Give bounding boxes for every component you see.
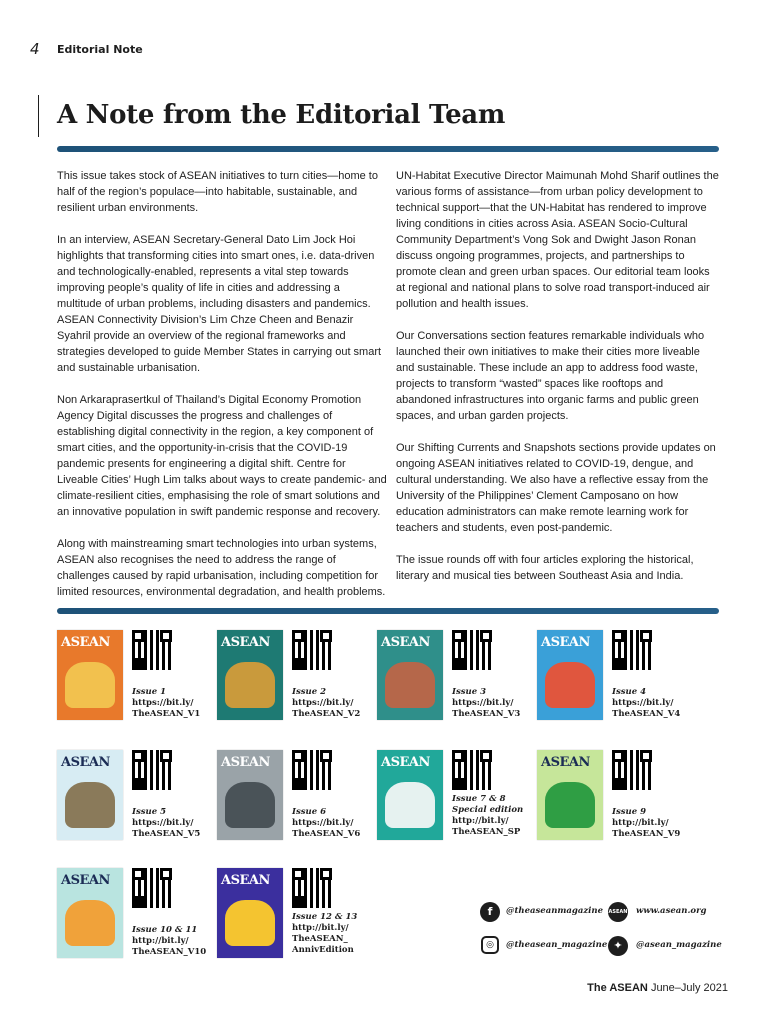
- paragraph: In an interview, ASEAN Secretary-General Dato Lim Jock Hoi highlights that transforming cities into smart ones, i.e. data-driven and technologically-enabled, represents a vital step towards improving people’s quality of life in cities and addressing a multitude of urban problems, including disasters and pandemics. ASEAN Connectivity Division’s Lim Chze Cheen and Benazir Syahril provide an overview of the regional frameworks and strategies developed to guide Member States in carrying out smart and sustainable urbanisation.: [57, 234, 382, 374]
- issue-cover[interactable]: [57, 868, 123, 958]
- footer: [587, 982, 728, 994]
- twitter-icon: ✦: [608, 936, 628, 956]
- issue-caption: [292, 807, 360, 840]
- qr-code-icon[interactable]: [292, 750, 332, 790]
- issue-link-text[interactable]: http://bit.ly/: [452, 816, 509, 826]
- issue-link-text[interactable]: AnnivEdition: [292, 945, 354, 955]
- issue-cover[interactable]: [537, 750, 603, 840]
- facebook-icon: f: [480, 902, 500, 922]
- issue-number: Issue 5: [132, 807, 167, 817]
- facebook-handle: @theaseanmagazine: [506, 906, 603, 916]
- paragraph: The issue rounds off with four articles exploring the historical, literary and musical ties between Southeast Asia and India.: [396, 554, 694, 582]
- paragraph: UN-Habitat Executive Director Maimunah Mohd Sharif outlines the various forms of assistance—from urban policy development to technical support—that the UN-Habitat has rendered to improve living conditions in cities across Asia. ASEAN Socio-Cultural Community Department’s Vong Sok and Dwight Jason Ronan discuss ongoing programmes, projects, and partnerships to promote clean and green urban spaces. Our editorial team looks at regional and national plans to solve road transport-induced air pollution and health issues.: [396, 170, 719, 310]
- issue-caption: [132, 807, 200, 840]
- asean-badge-icon: ASEAN: [608, 902, 628, 922]
- page-number: 4: [30, 40, 40, 58]
- cover-brand: ASEAN: [221, 635, 270, 650]
- issue-caption: [612, 687, 680, 720]
- issue-number: Issue 6: [292, 807, 327, 817]
- issue-caption: [292, 687, 360, 720]
- qr-code-icon[interactable]: [292, 630, 332, 670]
- section-label: Editorial Note: [57, 43, 143, 56]
- cover-artwork: [545, 782, 595, 828]
- cover-artwork: [65, 782, 115, 828]
- issue-cover[interactable]: [537, 630, 603, 720]
- paragraph: This issue takes stock of ASEAN initiatives to turn cities—home to half of the region’s populace—into habitable, sustainable, and resilient urban environments.: [57, 170, 378, 214]
- issue-number: Issue 3: [452, 687, 487, 697]
- right-column: [396, 168, 721, 600]
- issue-link-text[interactable]: https://bit.ly/: [132, 818, 194, 828]
- cover-brand: ASEAN: [61, 755, 110, 770]
- footer-date: June–July 2021: [650, 982, 728, 994]
- margin-rule: [38, 95, 39, 137]
- cover-brand: ASEAN: [61, 635, 110, 650]
- issue-cover[interactable]: [217, 868, 283, 958]
- cover-artwork: [385, 782, 435, 828]
- qr-code-icon[interactable]: [132, 868, 172, 908]
- cover-artwork: [65, 662, 115, 708]
- cover-artwork: [65, 900, 115, 946]
- issue-cover[interactable]: [377, 630, 443, 720]
- issue-link-text[interactable]: http://bit.ly/: [612, 818, 669, 828]
- qr-code-icon[interactable]: [292, 868, 332, 908]
- cover-brand: ASEAN: [221, 755, 270, 770]
- instagram-icon: ◎: [481, 936, 499, 954]
- cover-artwork: [385, 662, 435, 708]
- page-title: A Note from the Editorial Team: [57, 100, 506, 130]
- left-column: [57, 168, 387, 616]
- issue-number: Issue 10 & 11: [132, 925, 198, 935]
- issue-caption: [132, 687, 200, 720]
- cover-brand: ASEAN: [381, 755, 430, 770]
- issue-number: Issue 2: [292, 687, 327, 697]
- issue-link-text[interactable]: TheASEAN_V5: [132, 829, 201, 839]
- issue-link-text[interactable]: TheASEAN_V3: [452, 709, 521, 719]
- issue-link-text[interactable]: TheASEAN_V10: [132, 947, 207, 957]
- cover-brand: ASEAN: [541, 635, 590, 650]
- issue-number: Issue 9: [612, 807, 647, 817]
- issue-cover[interactable]: [57, 750, 123, 840]
- issue-number: Issue 1: [132, 687, 167, 697]
- issue-cover[interactable]: [57, 630, 123, 720]
- issue-link-text[interactable]: TheASEAN_V1: [132, 709, 201, 719]
- cover-artwork: [225, 662, 275, 708]
- issue-caption: [292, 912, 357, 956]
- cover-brand: ASEAN: [381, 635, 430, 650]
- issue-link-text[interactable]: http://bit.ly/: [132, 936, 189, 946]
- bottom-divider: [57, 608, 719, 614]
- paragraph: Our Shifting Currents and Snapshots sections provide updates on ongoing ASEAN initiatives related to COVID-19, dengue, and cultural understanding. We also have a reflective essay from the University of the Philippines’ Clement Camposano on how education administrators can make remote learning work for teachers and students, even post-pandemic.: [396, 442, 716, 534]
- cover-brand: ASEAN: [541, 755, 590, 770]
- qr-code-icon[interactable]: [612, 750, 652, 790]
- issue-number: Issue 7 & 8: [452, 794, 506, 804]
- issue-number: Issue 12 & 13: [292, 912, 358, 922]
- cover-artwork: [225, 900, 275, 946]
- issue-link-text[interactable]: TheASEAN_: [292, 934, 348, 944]
- issue-link-text[interactable]: Special edition: [452, 805, 524, 815]
- qr-code-icon[interactable]: [132, 750, 172, 790]
- instagram-handle: @theasean_magazine: [506, 940, 608, 950]
- issue-caption: [612, 807, 680, 840]
- issue-number: Issue 4: [612, 687, 647, 697]
- issue-caption: [452, 687, 520, 720]
- issue-link-text[interactable]: TheASEAN_SP: [452, 827, 521, 837]
- issue-cover[interactable]: [217, 630, 283, 720]
- issue-cover[interactable]: [377, 750, 443, 840]
- issue-link-text[interactable]: TheASEAN_V2: [292, 709, 361, 719]
- issue-link-text[interactable]: TheASEAN_V4: [612, 709, 681, 719]
- twitter-handle: @asean_magazine: [636, 940, 722, 950]
- issue-link-text[interactable]: https://bit.ly/: [132, 698, 194, 708]
- paragraph: Our Conversations section features remarkable individuals who launched their own initiatives to make their cities more liveable and sustainable. These include an app to address food waste, projects to transform “wasted” spaces like rooftops and abandoned infrastructures into organic farms and public green spaces, and urban garden projects.: [396, 330, 705, 422]
- issue-link-text[interactable]: https://bit.ly/: [612, 698, 674, 708]
- issue-link-text[interactable]: https://bit.ly/: [452, 698, 514, 708]
- issue-link-text[interactable]: TheASEAN_V6: [292, 829, 361, 839]
- issue-cover[interactable]: [217, 750, 283, 840]
- top-divider: [57, 146, 719, 152]
- website-url: www.asean.org: [636, 906, 707, 916]
- cover-artwork: [545, 662, 595, 708]
- cover-brand: ASEAN: [221, 873, 270, 888]
- issue-link-text[interactable]: TheASEAN_V9: [612, 829, 681, 839]
- issue-caption: [452, 794, 523, 838]
- issue-link-text[interactable]: https://bit.ly/: [292, 698, 354, 708]
- cover-brand: ASEAN: [61, 873, 110, 888]
- issue-caption: [132, 925, 206, 958]
- paragraph: Non Arkaraprasertkul of Thailand’s Digital Economy Promotion Agency Digital discusses the progress and challenges of establishing digital connectivity in the region, a key component of smart cities, and the opportunity-in-crisis that the COVID-19 pandemic presents for engineering a digital shift. Centre for Liveable Cities’ Hugh Lim talks about ways to create pandemic- and climate-resilient cities, emphasising the role of smart solutions and an innovative population in swift pandemic response and recovery.: [57, 394, 387, 518]
- qr-code-icon[interactable]: [452, 630, 492, 670]
- qr-code-icon[interactable]: [132, 630, 172, 670]
- qr-code-icon[interactable]: [612, 630, 652, 670]
- cover-artwork: [225, 782, 275, 828]
- issue-link-text[interactable]: http://bit.ly/: [292, 923, 349, 933]
- paragraph: Along with mainstreaming smart technologies into urban systems, ASEAN also recognises the need to address the range of challenges caused by rapid urbanisation, including competition for limited resources, environmental degradation, and health problems.: [57, 538, 386, 598]
- footer-brand: The ASEAN: [587, 982, 648, 994]
- issue-link-text[interactable]: https://bit.ly/: [292, 818, 354, 828]
- qr-code-icon[interactable]: [452, 750, 492, 790]
